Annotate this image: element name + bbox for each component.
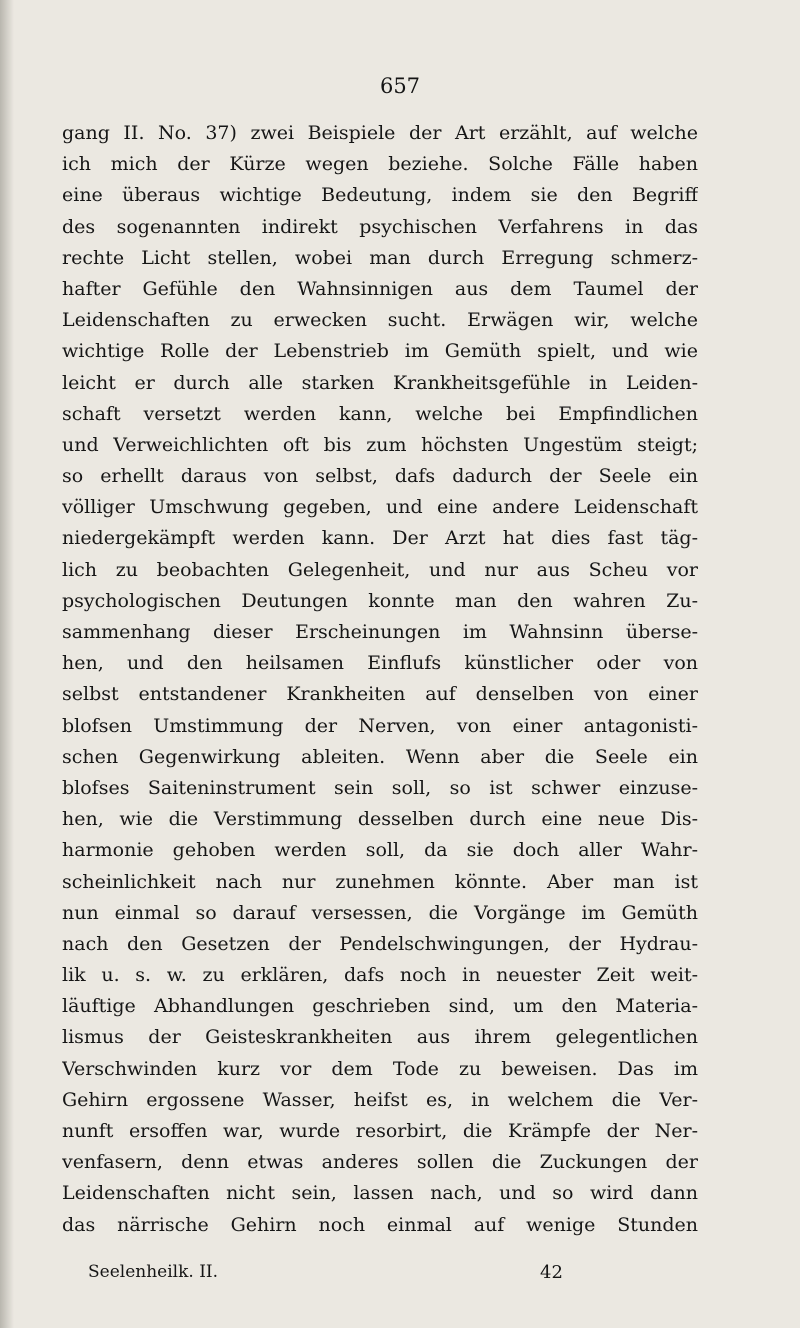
text-line: nun einmal so darauf versessen, die Vorgänge im Gemüth — [62, 901, 698, 924]
text-line: lismus der Geisteskrankheiten aus ihrem gelegentlichen — [62, 1026, 698, 1049]
text-line: nunft ersoffen war, wurde resorbirt, die Krämpfe der Ner- — [62, 1120, 698, 1142]
text-line: so erhellt daraus von selbst, dafs dadurch der Seele ein — [62, 465, 698, 488]
text-line: hen, und den heilsamen Einflufs künstlicher oder von — [62, 652, 698, 675]
text-line: scheinlichkeit nach nur zunehmen könnte. Aber man ist — [62, 870, 698, 893]
text-line: ich mich der Kürze wegen beziehe. Solche Fälle haben — [62, 153, 698, 176]
sheet-number: 42 — [540, 1262, 563, 1283]
page-footer — [0, 1262, 800, 1288]
text-line: blofsen Umstimmung der Nerven, von einer antagonisti- — [62, 714, 698, 737]
text-line: nach den Gesetzen der Pendelschwingungen, der Hydrau- — [62, 932, 698, 955]
text-line: und Verweichlichten oft bis zum höchsten Ungestüm steigt; — [62, 433, 698, 456]
text-line: Verschwinden kurz vor dem Tode zu beweisen. Das im — [62, 1057, 698, 1080]
text-line: Leidenschaften nicht sein, lassen nach, und so wird dann — [62, 1182, 698, 1205]
text-line: Gehirn ergossene Wasser, heifst es, in welchem die Ver- — [62, 1088, 698, 1111]
text-line: sammenhang dieser Erscheinungen im Wahnsinn überse- — [62, 621, 698, 643]
text-line: des sogenannten indirekt psychischen Verfahrens in das — [62, 215, 698, 238]
text-line: blofses Saiteninstrument sein soll, so ist schwer einzuse- — [62, 776, 698, 799]
text-line: Leidenschaften zu erwecken sucht. Erwägen wir, welche — [62, 309, 698, 332]
text-line: hafter Gefühle den Wahnsinnigen aus dem Taumel der — [62, 277, 698, 300]
text-line: völliger Umschwung gegeben, und eine andere Leidenschaft — [62, 496, 698, 519]
text-line: das närrische Gehirn noch einmal auf wenige Stunden — [62, 1213, 698, 1236]
page-number: 657 — [379, 74, 421, 98]
text-line: venfasern, denn etwas anderes sollen die Zuckungen der — [62, 1151, 698, 1174]
text-line: selbst entstandener Krankheiten auf denselben von einer — [62, 683, 698, 706]
text-line: läuftige Abhandlungen geschrieben sind, um den Materia- — [62, 995, 698, 1018]
text-line: eine überaus wichtige Bedeutung, indem sie den Begriff — [62, 184, 698, 207]
body-text — [62, 118, 698, 1241]
text-line: harmonie gehoben werden soll, da sie doch aller Wahr- — [62, 839, 698, 862]
signature-mark: Seelenheilk. II. — [88, 1262, 219, 1282]
text-line: lich zu beobachten Gelegenheit, und nur aus Scheu vor — [62, 558, 698, 581]
text-line: schen Gegenwirkung ableiten. Wenn aber die Seele ein — [62, 745, 698, 768]
text-line: hen, wie die Verstimmung desselben durch eine neue Dis- — [62, 808, 698, 831]
text-line: wichtige Rolle der Lebenstrieb im Gemüth spielt, und wie — [62, 340, 698, 363]
page-edge-shadow — [0, 0, 14, 1328]
text-line: leicht er durch alle starken Krankheitsgefühle in Leiden- — [62, 371, 698, 394]
text-line: lik u. s. w. zu erklären, dafs noch in neuester Zeit weit- — [62, 964, 698, 987]
text-line: schaft versetzt werden kann, welche bei Empfindlichen — [62, 402, 698, 425]
text-line: psychologischen Deutungen konnte man den wahren Zu- — [62, 589, 698, 612]
text-line: rechte Licht stellen, wobei man durch Erregung schmerz- — [62, 246, 698, 269]
text-line: gang II. No. 37) zwei Beispiele der Art erzählt, auf welche — [62, 122, 698, 144]
text-line: niedergekämpft werden kann. Der Arzt hat dies fast täg- — [62, 527, 698, 550]
